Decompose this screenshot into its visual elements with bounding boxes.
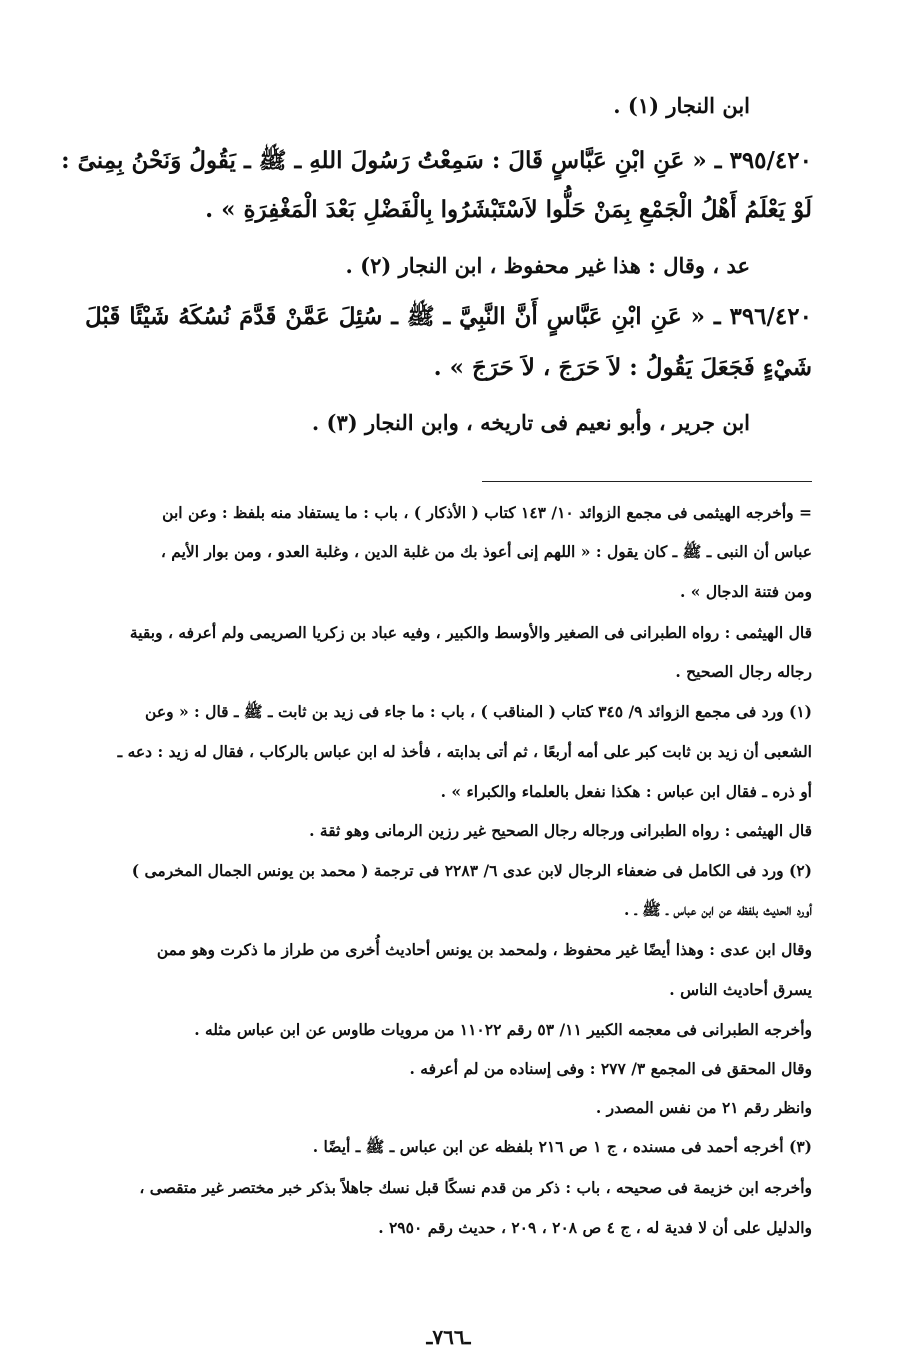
- footnote-line-2: عباس أن النبى ـ ﷺ ـ كان يقول : « اللهم إنى أعوذ بك من غلبة الدين ، وغلبة العدو ، ومن بوار الأيم ،: [160, 542, 812, 561]
- main-line-1: ابن النجار (١) .: [613, 93, 750, 118]
- footnote-line-3: ومن فتنة الدجال » .: [679, 582, 812, 601]
- footnote-line-5: رجاله رجال الصحيح .: [675, 662, 812, 681]
- footnote-line-18: وأخرجه ابن خزيمة فى صحيحه ، باب : ذكر من قدم نسكًا قبل نسك جاهلاً بذكر خبر مختصر غير متقصى ،: [139, 1178, 812, 1197]
- footnote-line-13: يسرق أحاديث الناس .: [669, 980, 812, 999]
- footnote-line-6: (١) ورد فى مجمع الزوائد ٩/ ٣٤٥ كتاب ( المناقب ) ، باب : ما جاء فى زيد بن ثابت ـ ﷺ ـ قال : « وعن: [145, 702, 812, 721]
- footnote-line-8: أو ذره ـ فقال ابن عباس : هكذا نفعل بالعلماء والكبراء » .: [440, 782, 812, 801]
- footnote-line-14: وأخرجه الطبرانى فى معجمه الكبير ١١/ ٥٣ رقم ١١٠٢٢ من مرويات طاوس عن ابن عباس مثله .: [194, 1020, 812, 1039]
- footnote-line-11: أورد الحديث بلفظه عن ابن عباس ـ ﷺ ـ .: [623, 900, 812, 919]
- footnote-separator: [482, 481, 812, 482]
- footnote-line-17: (٣) أخرجه أحمد فى مسنده ، ج ١ ص ٢١٦ بلفظه عن ابن عباس ـ ﷺ ـ أيضًا .: [312, 1137, 812, 1156]
- footnote-line-4: قال الهيثمى : رواه الطبرانى فى الصغير والأوسط والكبير ، وفيه عباد بن زكريا الصريمى ولم أعرفه ، وبقية: [129, 623, 812, 642]
- main-line-7: ابن جرير ، وأبو نعيم فى تاريخه ، وابن النجار (٣) .: [311, 410, 750, 435]
- main-line-6: شَيْءٍ فَجَعَلَ يَقُولُ : لاَ حَرَجَ ، لاَ حَرَجَ » .: [433, 354, 812, 381]
- footnote-line-1: = وأخرجه الهيثمى فى مجمع الزوائد ١٠/ ١٤٣ كتاب ( الأذكار ) ، باب : ما يستفاد منه بلفظ : وعن ابن: [162, 503, 812, 522]
- page-number: ـ٧٦٦ـ: [426, 1325, 471, 1349]
- footnote-line-15: وقال المحقق فى المجمع ٣/ ٢٧٧ : وفى إسناده من لم أعرفه .: [409, 1059, 812, 1078]
- main-line-4: عد ، وقال : هذا غير محفوظ ، ابن النجار (٢) .: [345, 253, 750, 278]
- main-line-3: لَوْ يَعْلَمُ أَهْلُ الْجَمْعِ بِمَنْ حَلُّوا لاَسْتَبْشَرُوا بِالْفَضْلِ بَعْدَ الْمَغْفِرَةِ » .: [205, 196, 812, 223]
- main-line-2: ٣٩٥/٤٢٠ ـ « عَنِ ابْنِ عَبَّاسٍ قَالَ : سَمِعْتُ رَسُولَ اللهِ ـ ﷺ ـ يَقُولُ وَنَحْنُ بِمِنىً :: [61, 147, 812, 174]
- footnote-line-16: وانظر رقم ٢١ من نفس المصدر .: [595, 1098, 812, 1117]
- main-line-5: ٣٩٦/٤٢٠ ـ « عَنِ ابْنِ عَبَّاسٍ أَنَّ النَّبِيَّ ـ ﷺ ـ سُئِلَ عَمَّنْ قَدَّمَ نُسُكَهُ شَيْئًا قَبْلَ: [85, 303, 812, 330]
- footnote-line-7: الشعبى أن زيد بن ثابت كبر على أمه أربعًا ، ثم أتى بدابته ، فأخذ له ابن عباس بالركاب ، فقال له زيد : دعه ـ: [117, 742, 812, 761]
- footnote-line-12: وقال ابن عدى : وهذا أيضًا غير محفوظ ، ولمحمد بن يونس أحاديث أُخرى من طراز ما ذكرت وهو ممن: [156, 940, 812, 959]
- footnote-line-9: قال الهيثمى : رواه الطبرانى ورجاله رجال الصحيح غير رزين الرمانى وهو ثقة .: [309, 821, 812, 840]
- footnote-line-10: (٢) ورد فى الكامل فى ضعفاء الرجال لابن عدى ٦/ ٢٢٨٣ فى ترجمة ( محمد بن يونس الجمال المخرمى ): [131, 861, 812, 880]
- footnote-line-19: والدليل على أن لا فدية له ، ج ٤ ص ٢٠٨ ، ٢٠٩ ، حديث رقم ٢٩٥٠ .: [378, 1218, 812, 1237]
